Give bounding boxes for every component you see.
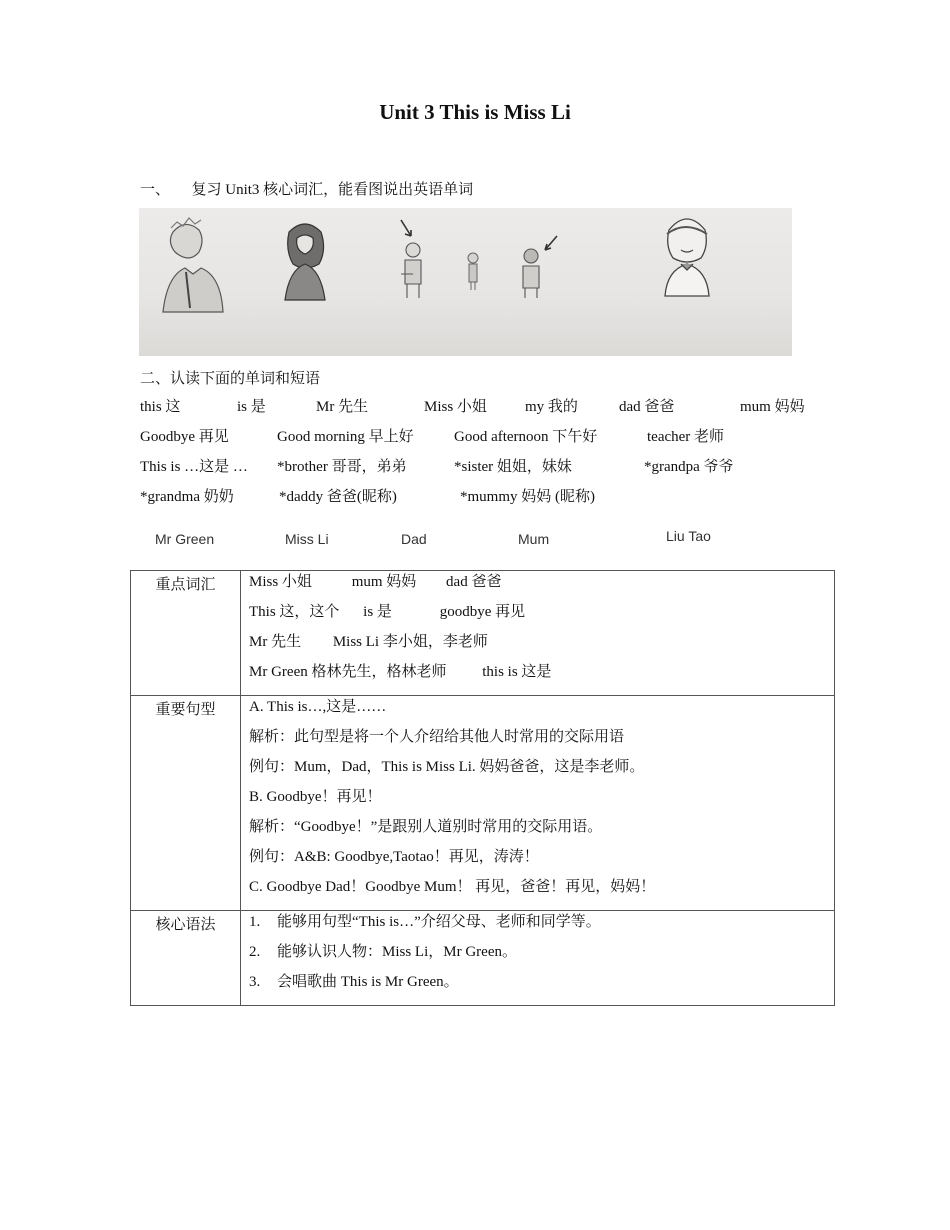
- word-item: this 这: [140, 399, 181, 415]
- grammar-number: 3.: [249, 974, 261, 990]
- word-item: Miss 小姐: [424, 399, 487, 415]
- word-item: my 我的: [525, 399, 578, 415]
- vocab-item: Mr 先生: [249, 634, 302, 650]
- child-figure: [468, 253, 478, 290]
- word-item: *grandma 奶奶: [140, 489, 234, 505]
- vocab-line: [249, 661, 834, 691]
- key-points-table: [130, 570, 835, 1006]
- grammar-cell: [241, 911, 835, 1006]
- section-2-heading: 二、认读下面的单词和短语: [140, 371, 321, 387]
- word-item: *brother 哥哥，弟弟: [277, 459, 407, 475]
- grammar-item: [249, 971, 834, 1001]
- word-item: Good afternoon 下午好: [454, 429, 598, 445]
- figure-label: Miss Li: [285, 531, 329, 547]
- word-item: Good morning 早上好: [277, 429, 414, 445]
- dad-figure: [401, 220, 421, 298]
- word-item: dad 爸爸: [619, 399, 675, 415]
- figure-label: Liu Tao: [666, 528, 711, 544]
- sentence-line: 例句：Mum，Dad，This is Miss Li. 妈妈爸爸，这是李老师。: [249, 759, 645, 775]
- vocab-cell: [241, 571, 835, 696]
- figure-label: Dad: [401, 531, 427, 547]
- vocab-item: dad 爸爸: [446, 574, 502, 590]
- sentence-line: B. Goodbye！再见！: [249, 789, 382, 805]
- miss-li-figure: [285, 224, 325, 300]
- vocab-item: is 是: [363, 604, 392, 620]
- sentence-row: [131, 696, 835, 911]
- word-item: Goodbye 再见: [140, 429, 229, 445]
- grammar-text: 会唱歌曲 This is Mr Green。: [277, 974, 459, 990]
- grammar-item: [249, 941, 834, 971]
- grammar-number: 2.: [249, 944, 261, 960]
- grammar-number: 1.: [249, 914, 261, 930]
- word-item: *sister 姐姐，妹妹: [454, 459, 572, 475]
- mr-green-figure: [163, 218, 223, 312]
- sentence-line: 解析：此句型是将一个人介绍给其他人时常用的交际用语: [249, 729, 625, 745]
- vocab-line: [249, 571, 834, 601]
- sentence-line: A. This is…,这是……: [249, 699, 387, 715]
- mum-figure: [523, 236, 557, 298]
- vocab-item: This 这，这个: [249, 604, 340, 620]
- section-1-heading: [140, 178, 473, 199]
- vocab-line: [249, 601, 834, 631]
- vocab-row: [131, 571, 835, 696]
- liu-tao-figure: [665, 219, 709, 296]
- word-item: is 是: [237, 399, 266, 415]
- sentence-cell: [241, 696, 835, 911]
- word-item: This is …这是 …: [140, 459, 248, 475]
- page-title: Unit 3 This is Miss Li: [379, 100, 571, 124]
- grammar-row: [131, 911, 835, 1006]
- section-1-number: 一、: [140, 182, 171, 198]
- vocab-item: this is 这是: [482, 664, 552, 680]
- sentence-label: 重要句型: [131, 696, 241, 911]
- grammar-text: 能够用句型“This is…”介绍父母、老师和同学等。: [277, 914, 601, 930]
- vocab-label: 重点词汇: [131, 571, 241, 696]
- grammar-text: 能够认识人物：Miss Li，Mr Green。: [277, 944, 517, 960]
- word-item: mum 妈妈: [740, 399, 805, 415]
- sentence-line: 例句：A&B: Goodbye,Taotao！再见，涛涛！: [249, 849, 539, 865]
- word-item: teacher 老师: [647, 429, 725, 445]
- figure-label: Mum: [518, 531, 550, 547]
- section-1-text: 复习 Unit3 核心词汇，能看图说出英语单词: [191, 182, 474, 198]
- vocab-item: mum 妈妈: [351, 574, 417, 590]
- sentence-line: 解析：“Goodbye！”是跟别人道别时常用的交际用语。: [249, 819, 603, 835]
- figure-label: Mr Green: [155, 531, 215, 547]
- grammar-label: 核心语法: [131, 911, 241, 1006]
- word-item: *mummy 妈妈 (昵称): [460, 489, 595, 505]
- grammar-item: [249, 911, 834, 941]
- vocab-item: Miss 小姐: [249, 574, 312, 590]
- vocab-item: Miss Li 李小姐，李老师: [332, 634, 488, 650]
- vocab-item: Mr Green 格林先生，格林老师: [249, 664, 447, 680]
- word-item: *daddy 爸爸(昵称): [279, 489, 397, 505]
- word-item: Mr 先生: [316, 399, 369, 415]
- sentence-line: C. Goodbye Dad！Goodbye Mum！ 再见，爸爸！再见，妈妈！: [249, 879, 656, 895]
- word-item: *grandpa 爷爷: [644, 459, 734, 475]
- vocab-item: goodbye 再见: [439, 604, 526, 620]
- vocab-line: [249, 631, 834, 661]
